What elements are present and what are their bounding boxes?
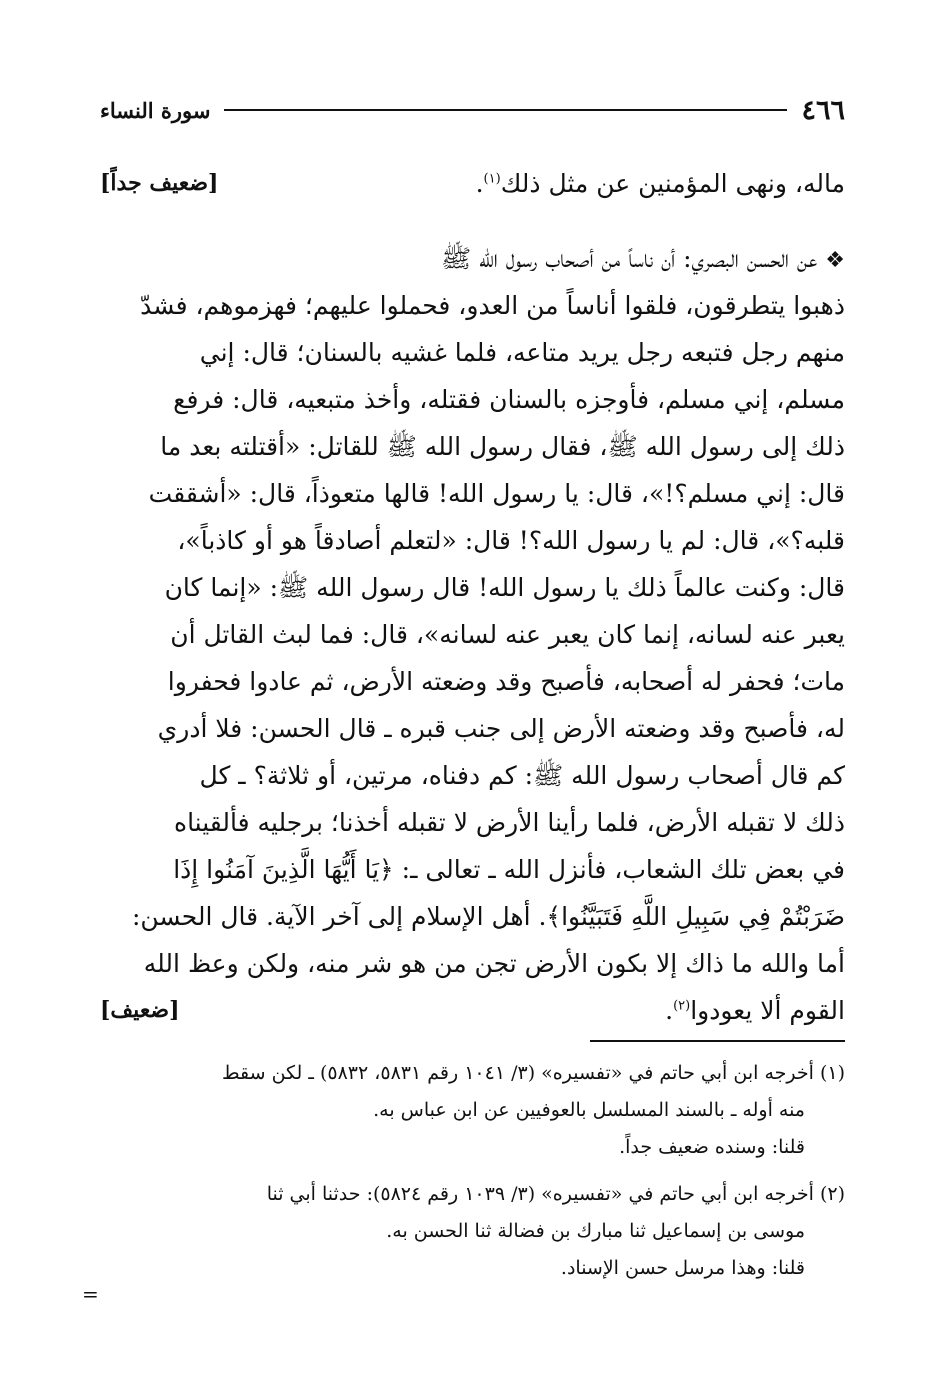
- hadith-line-text: ذلك لا تقبله الأرض، فلما رأينا الأرض لا تقبله أخذنا؛ برجليه فألقيناه: [173, 808, 845, 837]
- footnote-2-line: [100, 1250, 845, 1287]
- footnote-2-line: [100, 1176, 845, 1213]
- hadith-line-text: منهم رجل فتبعه رجل يريد متاعه، فلما غشيه بالسنان؛ قال: إني: [199, 338, 845, 367]
- hadith-line-text: كم قال أصحاب رسول الله ﷺ: كم دفناه، مرتين، أو ثلاثة؟ ـ كل: [199, 761, 845, 790]
- hadith-last-line-text: القوم ألا يعودوا: [690, 996, 845, 1025]
- hadith-line: [100, 564, 845, 611]
- hadith-line-text: عن الحسن البصري: أن ناساً من أصحاب رسول الله ﷺ: [440, 244, 818, 273]
- hadith-line: [100, 517, 845, 564]
- footnote-1-line: [100, 1092, 845, 1129]
- footnote-1-text: أخرجه ابن أبي حاتم في «تفسيره» (٣/ ١٠٤١ رقم ٥٨٣١، ٥٨٣٢) ـ لكن سقط: [221, 1062, 814, 1084]
- footnotes: [100, 1055, 845, 1287]
- footnote-2-line: [100, 1213, 845, 1250]
- hadith-line: [100, 376, 845, 423]
- continuation-mark: =: [82, 1282, 99, 1306]
- footnote-ref-2[interactable]: (٢): [673, 998, 691, 1014]
- hadith-line: [100, 752, 845, 799]
- hadith-text: [100, 235, 845, 1034]
- footnote-1-number: (١): [819, 1062, 845, 1084]
- footnote-2-text: قلنا: وهذا مرسل حسن الإسناد.: [560, 1257, 805, 1279]
- hadith-line-text: أما والله ما ذاك إلا بكون الأرض تجن من هو شر منه، ولكن وعظ الله: [143, 949, 845, 978]
- footnote-1-text: قلنا: وسنده ضعيف جداً.: [619, 1136, 805, 1158]
- hadith-line-text: له، فأصبح وقد وضعته الأرض إلى جنب قبره ـ قال الحسن: فلا أدري: [157, 714, 845, 743]
- footnote-1-line: [100, 1055, 845, 1092]
- hadith-line-text: قال: إني مسلم؟!»، قال: يا رسول الله! قالها متعوذاً، قال: «أشققت: [148, 479, 845, 508]
- hadith-line: [100, 940, 845, 987]
- hadith-tail: .: [665, 996, 674, 1025]
- footnote-2-text: موسى بن إسماعيل ثنا مبارك بن فضالة ثنا الحسن به.: [386, 1220, 805, 1242]
- diamond-marker-icon: ❖: [825, 248, 845, 273]
- hadith-line-text: مات؛ فحفر له أصحابه، فأصبح وقد وضعته الأرض، ثم عادوا فحفروا: [167, 667, 845, 696]
- hadith-line: [100, 846, 845, 893]
- footnote-separator: [590, 1040, 845, 1042]
- hadith-line-text: في بعض تلك الشعاب، فأنزل الله ـ تعالى ـ: ﴿يَا أَيُّهَا الَّذِينَ آمَنُوا إِذَا: [173, 855, 845, 884]
- footnote-2-number: (٢): [819, 1183, 845, 1205]
- footnote-2-text: أخرجه ابن أبي حاتم في «تفسيره» (٣/ ١٠٣٩ رقم ٥٨٢٤): حدثنا أبي ثنا: [266, 1183, 814, 1205]
- grade-very-weak: [ضعيف جداً]: [100, 170, 219, 196]
- hadith-line: [100, 235, 845, 282]
- opening-tail: .: [475, 169, 484, 198]
- hadith-line: [100, 658, 845, 705]
- header-rule: [224, 109, 787, 111]
- hadith-line: [100, 329, 845, 376]
- hadith-line: [100, 611, 845, 658]
- hadith-line-text: قال: وكنت عالماً ذلك يا رسول الله! قال رسول الله ﷺ: «إنما كان: [164, 573, 845, 602]
- page-header: [100, 90, 845, 130]
- hadith-line: [100, 282, 845, 329]
- footnote-1-text: منه أوله ـ بالسند المسلسل بالعوفيين عن ابن عباس به.: [373, 1099, 805, 1121]
- opening-line: [100, 160, 845, 207]
- surah-title: سورة النساء: [100, 97, 211, 123]
- page-number: ٤٦٦: [801, 94, 845, 126]
- hadith-line-text: ذهبوا يتطرقون، فلقوا أناساً من العدو، فحملوا عليهم؛ فهزموهم، فشدّ: [140, 291, 845, 320]
- hadith-line: [100, 423, 845, 470]
- opening-text: [100, 160, 845, 207]
- hadith-line: [100, 470, 845, 517]
- hadith-line: [100, 705, 845, 752]
- hadith-last-line: [100, 987, 845, 1034]
- hadith-line-text: قلبه؟»، قال: لم يا رسول الله؟! قال: «لتعلم أصادقاً هو أو كاذباً»،: [177, 526, 845, 555]
- footnote-ref-1[interactable]: (١): [483, 171, 501, 187]
- hadith-line: [100, 799, 845, 846]
- opening-line-text: ماله، ونهى المؤمنين عن مثل ذلك: [500, 169, 845, 198]
- hadith-line-text: ذلك إلى رسول الله ﷺ، فقال رسول الله ﷺ للقاتل: «أقتلته بعد ما: [160, 432, 845, 461]
- hadith-line-text: ضَرَبْتُمْ فِي سَبِيلِ اللَّهِ فَتَبَيَّنُوا﴾. أهل الإسلام إلى آخر الآية. قال الحسن:: [131, 902, 845, 931]
- grade-weak: [ضعيف]: [100, 997, 180, 1023]
- hadith-line-text: مسلم، إني مسلم، فأوجزه بالسنان فقتله، وأخذ متبعيه، قال: فرفع: [173, 385, 845, 414]
- hadith-line-text: يعبر عنه لسانه، إنما كان يعبر عنه لسانه»، قال: فما لبث القاتل أن: [170, 620, 845, 649]
- footnote-1-line: [100, 1129, 845, 1166]
- hadith-line: [100, 893, 845, 940]
